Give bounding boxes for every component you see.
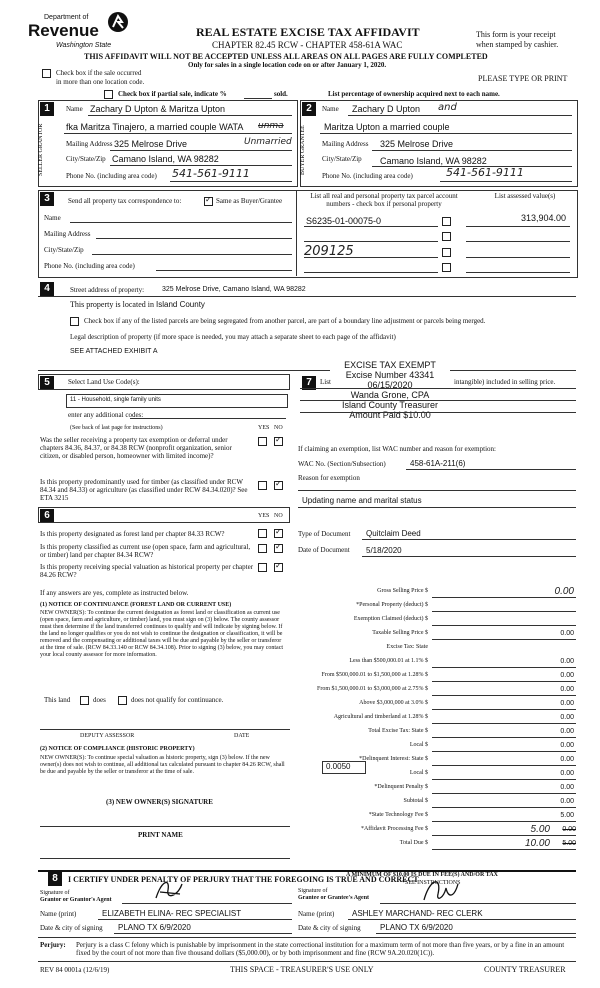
deputy-label: DEPUTY ASSESSOR xyxy=(80,733,135,739)
calc-line xyxy=(432,849,576,850)
stamp-line6: Amount Paid $10.00 xyxy=(349,410,431,420)
certify-label: I CERTIFY UNDER PENALTY OF PERJURY THAT THE FOREGOING IS TRUE AND CORRECT xyxy=(68,875,419,884)
seller-side-label: SELLER GRANTOR xyxy=(38,123,44,177)
warning-text: THIS AFFIDAVIT WILL NOT BE ACCEPTED UNLESS ALL AREAS ON ALL PAGES ARE FULLY COMPLETED xyxy=(84,52,488,61)
calc-line xyxy=(432,793,576,794)
buyer-line2-line xyxy=(320,133,572,134)
calc-value[interactable]: 0.00 xyxy=(560,742,574,749)
section-3-number: 3 xyxy=(40,192,54,206)
buyer-mail-line xyxy=(372,150,572,151)
calc-value[interactable]: 0.00 xyxy=(560,700,574,707)
county-treasurer: COUNTY TREASURER xyxy=(484,965,566,974)
partial-sale-label: Check box if partial sale, indicate % xyxy=(118,90,227,98)
buyer-phone-line xyxy=(440,181,572,182)
send-label: Send all property tax correspondence to: xyxy=(68,197,182,205)
calc-line xyxy=(432,835,576,836)
deputy-line xyxy=(40,729,290,730)
seller-mail-line xyxy=(110,150,292,151)
print-name-label: PRINT NAME xyxy=(138,831,183,839)
same-as-buyer-label: Same as Buyer/Grantee xyxy=(216,197,283,205)
segregate-checkbox[interactable] xyxy=(70,317,79,326)
doc-type[interactable]: Quitclaim Deed xyxy=(366,529,421,538)
calc-line xyxy=(432,821,576,822)
partial-pct-line xyxy=(244,98,272,99)
s3-name-line xyxy=(70,222,292,223)
assessed-line-3 xyxy=(466,257,570,258)
assessed-line-4 xyxy=(466,272,570,273)
calc-label: Local $ xyxy=(409,742,428,748)
grantee-date-label: Date & city of signing xyxy=(298,924,361,932)
grantee-sig-label-b: Grantee or Grantee's Agent xyxy=(298,895,370,901)
parcel-line-1 xyxy=(304,226,438,227)
see-instructions: *SEE INSTRUCTIONS xyxy=(402,880,461,886)
seller-name[interactable]: Zachary D Upton & Maritza Upton xyxy=(90,104,226,114)
calc-line xyxy=(432,779,576,780)
legal-description[interactable]: SEE ATTACHED EXHIBIT A xyxy=(70,348,158,355)
s3-phone-label: Phone No. (including area code) xyxy=(44,262,135,270)
parcel-handwritten: 209125 xyxy=(304,244,354,259)
section-2-number: 2 xyxy=(302,102,316,116)
s6-q1-no[interactable] xyxy=(274,529,283,538)
notice1-title: (1) NOTICE OF CONTINUANCE (FOREST LAND OR CURRENT USE) xyxy=(40,602,232,608)
section-8-rule xyxy=(38,870,576,872)
land-doesnot-label: does not qualify for continuance. xyxy=(131,696,224,704)
s3-mail-line xyxy=(96,238,292,239)
calc-value-strike: 5.00 xyxy=(562,840,576,847)
stamp-line3: 06/15/2020 xyxy=(367,380,413,390)
buyer-city-label: City/State/Zip xyxy=(322,155,362,163)
calc-value[interactable]: 0.00 xyxy=(560,798,574,805)
parcel-line-2 xyxy=(304,241,438,242)
dept-label: Department of xyxy=(44,14,89,21)
receipt-line2: when stamped by cashier. xyxy=(476,40,559,49)
section-6-number: 6 xyxy=(40,509,54,523)
reason-label: Reason for exemption xyxy=(298,474,360,482)
please-type: PLEASE TYPE OR PRINT xyxy=(478,74,568,83)
list-percentage-label: List percentage of ownership acquired next to each name. xyxy=(328,90,500,98)
s5-q2-yes[interactable] xyxy=(258,481,267,490)
seller-city-line xyxy=(110,165,292,166)
grantor-sig-label-a: Signature of xyxy=(40,890,70,896)
buyer-name-label: Name xyxy=(322,105,339,113)
calc-value[interactable]: 0.00 xyxy=(560,756,574,763)
buyer-phone-label: Phone No. (including area code) xyxy=(322,172,413,180)
seller-line2[interactable]: fka Maritza Tinajero, a married couple WATA xyxy=(66,122,244,132)
buyer-line2[interactable]: Maritza Upton a married couple xyxy=(324,122,450,132)
county-label: This property is located in xyxy=(70,300,154,309)
grantor-sig-label-b: Grantor or Grantor's Agent xyxy=(40,897,112,903)
multi-location-label1: Check box if the sale occurred xyxy=(56,69,142,77)
seller-mail-hand: Unmarried xyxy=(244,137,292,147)
calc-line xyxy=(432,681,576,682)
calc-label: Gross Selling Price $ xyxy=(377,588,428,594)
grantee-sig-line xyxy=(380,903,576,904)
see-back-label: (See back of last page for instructions) xyxy=(70,425,163,431)
calc-label: *Personal Property (deduct) $ xyxy=(356,602,428,608)
buyer-mail[interactable]: 325 Melrose Drive xyxy=(380,139,454,149)
footer-rule xyxy=(38,937,576,938)
parcel-number[interactable]: S6235-01-00075-0 xyxy=(306,216,382,226)
chapter-text: CHAPTER 82.45 RCW - CHAPTER 458-61A WAC xyxy=(212,40,403,50)
doc-date-line xyxy=(362,556,576,557)
calc-value[interactable]: 5.00 xyxy=(560,812,574,819)
multi-location-label2: in more than one location code. xyxy=(56,78,145,86)
reason-line-2 xyxy=(298,507,576,508)
land-use-code: 11 - Household, single family units xyxy=(70,397,161,403)
s6-q3-no[interactable] xyxy=(274,563,283,572)
stamp-line4: Wanda Grone, CPA xyxy=(350,390,430,400)
grantee-signature xyxy=(420,874,466,904)
only-text: Only for sales in a single location code on or after January 1, 2020. xyxy=(188,61,387,69)
personal-property-checkbox-3[interactable] xyxy=(442,248,451,257)
section-3-divider xyxy=(296,190,297,276)
wac-number[interactable]: 458-61A-211(6) xyxy=(410,459,466,468)
treasurer-space: THIS SPACE - TREASURER'S USE ONLY xyxy=(230,965,374,974)
exempt-stamp xyxy=(330,360,450,420)
calc-line xyxy=(432,709,576,710)
seller-line2-line xyxy=(64,133,292,134)
calc-value[interactable]: 0.00 xyxy=(560,728,574,735)
multi-location-checkbox[interactable] xyxy=(42,69,51,78)
stamp-line1: EXCISE TAX EXEMPT xyxy=(344,360,436,370)
calc-line xyxy=(432,625,576,626)
land-use-label: Select Land Use Code(s): xyxy=(68,378,140,386)
seller-name-label: Name xyxy=(66,105,83,113)
personal-property-checkbox-4[interactable] xyxy=(442,263,451,272)
calc-label: Total Due $ xyxy=(399,840,428,846)
calc-value[interactable]: 0.00 xyxy=(560,658,574,665)
seller-mail[interactable]: 325 Melrose Drive xyxy=(114,139,188,149)
seller-phone-label: Phone No. (including area code) xyxy=(66,172,157,180)
grantor-date[interactable]: PLANO TX 6/9/2020 xyxy=(118,923,191,932)
parcel-line-4 xyxy=(304,272,438,273)
calc-value[interactable]: 0.00 xyxy=(560,686,574,693)
calc-line xyxy=(432,807,576,808)
s5-q1-no[interactable] xyxy=(274,437,283,446)
seller-line2-strike: unma xyxy=(258,121,284,131)
s3-city-label: City/State/Zip xyxy=(44,246,84,254)
land-does-label: does xyxy=(93,696,106,704)
section-8-number: 8 xyxy=(48,872,62,886)
grantee-date[interactable]: PLANO TX 6/9/2020 xyxy=(380,923,453,932)
doc-type-line xyxy=(362,539,576,540)
section-1-number: 1 xyxy=(40,102,54,116)
doc-type-label: Type of Document xyxy=(298,530,351,538)
s6-q2-yes[interactable] xyxy=(258,544,267,553)
calc-line xyxy=(432,639,576,640)
state-label: Washington State xyxy=(56,42,112,49)
seller-phone-line xyxy=(170,181,292,182)
grantor-date-label: Date & city of signing xyxy=(40,924,103,932)
seller-phone[interactable]: 541-561-9111 xyxy=(172,167,250,180)
calc-value[interactable]: 0.00 xyxy=(560,770,574,777)
buyer-name-hand: and xyxy=(438,102,457,113)
calc-label: Local $ xyxy=(409,770,428,776)
buyer-name[interactable]: Zachary D Upton xyxy=(352,104,421,114)
this-land-label: This land xyxy=(44,696,71,704)
section-4-rule xyxy=(38,296,576,297)
buyer-side-label: BUYER GRANTEE xyxy=(300,125,306,175)
section-4-bottom-rule xyxy=(38,370,576,371)
s6-q3-yes[interactable] xyxy=(258,563,267,572)
notice2-text: NEW OWNER(S): To continue special valuation as historic property, sign (3) below. If the new owner(s) does not wish to continue, all additional tax calculated pursuant to chapter 84.26 RCW, shall be due and payable by the seller or transferor at the time of sale. xyxy=(40,755,285,775)
partial-sale-checkbox[interactable] xyxy=(104,90,113,99)
reason-value[interactable]: Updating name and marital status xyxy=(302,496,422,505)
grantee-name-label: Name (print) xyxy=(298,910,335,918)
calc-value[interactable]: 0.00 xyxy=(560,714,574,721)
claim-label: If claiming an exemption, list WAC number and reason for exemption: xyxy=(298,445,496,453)
wac-label: WAC No. (Section/Subsection) xyxy=(298,460,386,468)
grantor-name-line xyxy=(98,919,292,920)
perjury-label: Perjury: xyxy=(40,941,66,949)
list-rest-label: intangible) included in selling price. xyxy=(454,378,556,386)
additional-codes-label: enter any additional codes: xyxy=(68,411,144,419)
s5-q1-yes[interactable] xyxy=(258,437,267,446)
calc-value[interactable]: 10.00 xyxy=(524,838,550,849)
calc-label: Exemption Claimed (deduct) $ xyxy=(353,616,428,622)
grantee-name-line xyxy=(348,919,576,920)
list-label: List xyxy=(320,378,331,386)
s6-no: NO xyxy=(274,513,283,519)
grantee-date-line xyxy=(376,933,576,934)
calc-value-strike: 0.00 xyxy=(562,826,576,833)
assessed-line-2 xyxy=(466,241,570,242)
section-6-header-box xyxy=(38,507,290,523)
s5-question2: Is this property predominantly used for timber (as classified under RCW 84.34 and 84.33) or agriculture (as classified under RCW 84.34.020)? See ETA 3215 xyxy=(40,478,248,502)
s6-q2-no[interactable] xyxy=(274,544,283,553)
section-7-rule-3 xyxy=(300,412,576,413)
minimum-note: A MINIMUM OF $10.00 IS DUE IN FEE(S) AND/OR TAX xyxy=(346,872,498,878)
rev-number: REV 84 0001a (12/6/19) xyxy=(40,966,110,974)
calc-label: *Delinquent Penalty $ xyxy=(374,784,428,790)
signature-line xyxy=(40,826,290,827)
print-name-line xyxy=(40,858,290,859)
s6-question3: Is this property receiving special valuation as historical property per chapter 84.26 RCW? xyxy=(40,563,254,579)
footer-rule-2 xyxy=(38,961,576,962)
grantor-signature xyxy=(150,876,190,904)
calc-line xyxy=(432,611,576,612)
buyer-city[interactable]: Camano Island, WA 98282 xyxy=(380,156,487,166)
grantor-date-line xyxy=(114,933,292,934)
assessed-header: List assessed value(s) xyxy=(494,192,556,200)
calc-label: Less than $500,000.01 at 1.1% $ xyxy=(349,658,428,664)
s5-q2-no[interactable] xyxy=(274,481,283,490)
calc-line xyxy=(432,667,576,668)
buyer-phone[interactable]: 541-561-9111 xyxy=(446,166,524,179)
grantee-sig-label-a: Signature of xyxy=(298,888,328,894)
doc-date-label: Date of Document xyxy=(298,546,350,554)
calc-value[interactable]: 0.00 xyxy=(560,630,574,637)
s5-question1: Was the seller receiving a property tax exemption or deferral under chapters 84.36, 84.37, or 84.38 RCW (nonprofit organization, senior citizen, or disabled person, homeowner with limited income)? xyxy=(40,436,232,460)
grantor-name-label: Name (print) xyxy=(40,910,77,918)
calc-label: From $1,500,000.01 to $3,000,000 at 2.75% $ xyxy=(317,686,428,692)
calc-line xyxy=(432,765,576,766)
s3-mail-label: Mailing Address xyxy=(44,230,91,238)
stamp-line2: Excise Number 43341 xyxy=(345,370,435,380)
buyer-mail-label: Mailing Address xyxy=(322,140,369,148)
additional-codes-line xyxy=(130,418,286,419)
grantor-sig-line xyxy=(122,903,292,904)
calc-label: Agricultural and timberland at 1.28% $ xyxy=(333,714,428,720)
calc-label: Taxable Selling Price $ xyxy=(372,630,428,636)
calc-value[interactable]: 0.00 xyxy=(560,672,574,679)
calc-value[interactable]: 5.00 xyxy=(530,824,550,835)
s5-yes: YES xyxy=(258,425,270,431)
personal-property-checkbox-2[interactable] xyxy=(442,232,451,241)
parcel-header: List all real and personal property tax parcel account numbers - check box if personal property xyxy=(310,192,458,208)
revenue-logo-text: Revenue xyxy=(28,21,99,40)
if-any-yes: If any answers are yes, complete as instructed below. xyxy=(40,589,189,597)
segregate-label: Check box if any of the listed parcels are being segregated from another parcel, are part of a boundary line adjustment or parcels being merged. xyxy=(84,317,486,325)
street-address[interactable]: 325 Melrose Drive, Camano Island, WA 98282 xyxy=(162,286,306,293)
form-title: REAL ESTATE EXCISE TAX AFFIDAVIT xyxy=(196,25,420,39)
notice1-text: NEW OWNER(S): To continue the current designation as forest land or classification as current use (open space, farm and agriculture, or timber) land, you must sign on (3) below. The county assessor must then determine if the land transferred continues to qualify and will indicate by signing below. If the land no longer qualifies or you do not wish to continue the designation or classification, it will be removed and the compensating or additional taxes will be due and payable by the seller or transferor at the time of sale. (RCW 84.33.140 or RCW 84.34.108). Prior to signing (3) below, you may contact your local county assessor for more information. xyxy=(40,610,284,658)
calc-line xyxy=(432,723,576,724)
calc-line xyxy=(432,695,576,696)
section-7-number: 7 xyxy=(302,376,316,390)
section-4-number: 4 xyxy=(40,282,54,296)
calc-label: Excise Tax: State xyxy=(386,644,428,650)
calc-label: *Affidavit Processing Fee $ xyxy=(360,826,428,832)
grantee-name[interactable]: ASHLEY MARCHAND- REC CLERK xyxy=(352,909,483,918)
receipt-line1: This form is your receipt xyxy=(476,30,556,39)
calc-label: From $500,000.01 to $1,500,000 at 1.28% $ xyxy=(321,672,428,678)
calc-line xyxy=(432,597,576,598)
personal-property-checkbox-1[interactable] xyxy=(442,217,451,226)
calc-label: Subtotal $ xyxy=(403,798,428,804)
sold-label: sold. xyxy=(274,90,288,98)
calc-label: Total Excise Tax: State $ xyxy=(368,728,428,734)
calc-value[interactable]: 0.00 xyxy=(560,784,574,791)
assessed-line-1 xyxy=(466,226,570,227)
calc-label: *Delinquent Interest: State $ xyxy=(359,756,428,762)
buyer-name-line xyxy=(348,115,572,116)
street-label: Street address of property: xyxy=(70,286,145,294)
s6-question2: Is this property classified as current use (open space, farm and agricultural, or timber) land per chapter 84.34 RCW? xyxy=(40,543,251,559)
section-7-rule-1 xyxy=(300,388,576,389)
seller-name-line xyxy=(88,115,292,116)
same-as-buyer-checkbox[interactable] xyxy=(204,197,213,206)
perjury-text: Perjury is a class C felony which is punishable by imprisonment in the state correctional institution for a maximum term of not more than five years, or by a fine in an amount fixed by the court of not more than five thousand dollars ($5,000.00), or by both imprisonment and fine (RCW 9A.20.020(1C)). xyxy=(76,941,565,957)
calc-label: *State Technology Fee $ xyxy=(368,812,428,818)
calc-line xyxy=(432,751,576,752)
notice2-title: (2) NOTICE OF COMPLIANCE (HISTORIC PROPERTY) xyxy=(40,746,195,752)
s3-city-line xyxy=(92,254,292,255)
land-does-checkbox[interactable] xyxy=(80,696,89,705)
reason-line-1 xyxy=(298,490,576,491)
local-rate[interactable]: 0.0050 xyxy=(326,762,351,771)
county-value[interactable]: Island County xyxy=(156,300,205,309)
grantor-name[interactable]: ELIZABETH ELINA- REC SPECIALIST xyxy=(102,909,242,918)
wac-line xyxy=(406,469,576,470)
new-owner-signature-label: (3) NEW OWNER(S) SIGNATURE xyxy=(106,798,213,806)
s5-no: NO xyxy=(274,425,283,431)
s3-name-label: Name xyxy=(44,214,61,222)
s6-q1-yes[interactable] xyxy=(258,529,267,538)
calc-line xyxy=(432,737,576,738)
legal-label: Legal description of property (if more space is needed, you may attach a separate sheet to each page of the affidavit) xyxy=(70,333,396,341)
section-7-rule-2 xyxy=(300,400,576,401)
calc-label: Above $3,000,000 at 3.0% $ xyxy=(359,700,428,706)
s6-yes: YES xyxy=(258,513,270,519)
seller-city[interactable]: Camano Island, WA 98282 xyxy=(112,154,219,164)
seller-city-label: City/State/Zip xyxy=(66,155,106,163)
doc-date[interactable]: 5/18/2020 xyxy=(366,546,402,555)
revenue-logo-icon xyxy=(107,10,129,34)
stamp-line5: Island County Treasurer xyxy=(341,400,439,410)
assessed-value[interactable]: 313,904.00 xyxy=(520,213,566,223)
s6-question1: Is this property designated as forest land per chapter 84.33 RCW? xyxy=(40,530,225,538)
date-label: DATE xyxy=(234,733,250,739)
seller-mail-label: Mailing Address xyxy=(66,140,113,148)
section-5-number: 5 xyxy=(40,376,54,390)
s3-phone-line xyxy=(156,270,292,271)
calc-value[interactable]: 0.00 xyxy=(554,586,574,597)
land-doesnot-checkbox[interactable] xyxy=(118,696,127,705)
